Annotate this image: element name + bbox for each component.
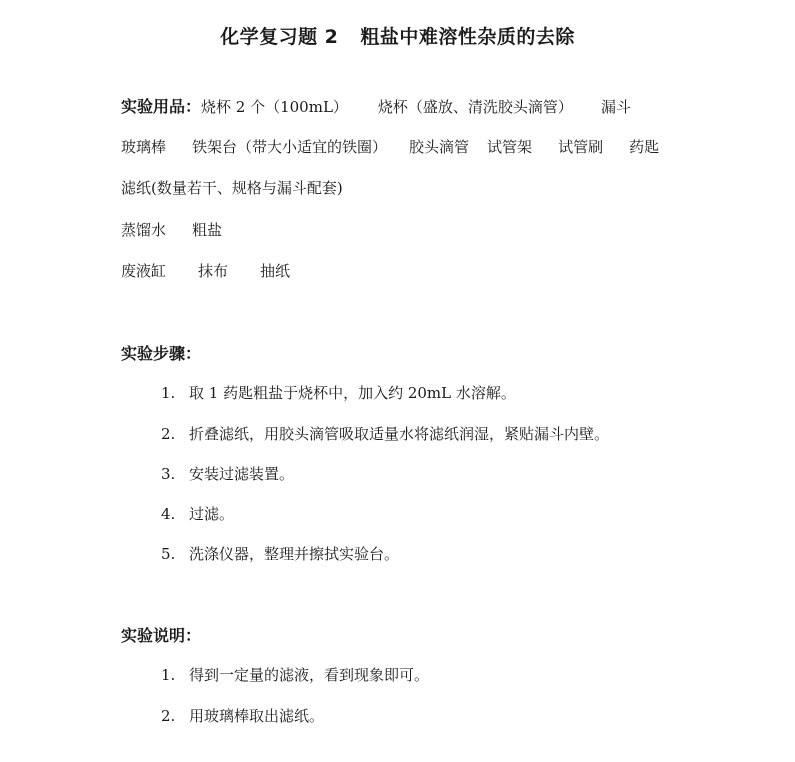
material-item: 玻璃棒 [121,138,167,156]
step-number: 5. [161,545,176,563]
note-text: 得到一定量的滤液，看到现象即可。 [189,666,430,684]
notes-heading: 实验说明： [121,626,202,645]
materials-heading: 实验用品： [121,97,202,116]
note-number: 2. [161,707,176,725]
step-text: 折叠滤纸，用胶头滴管吸取适量水将滤纸润湿，紧贴漏斗内壁。 [189,425,610,443]
materials-row-5 [121,260,290,281]
step-number: 3. [161,465,176,483]
material-item: 蒸馏水 [121,221,167,239]
material-item: 烧杯 2 个（100mL） [201,98,348,116]
material-item: 滤纸(数量若干、规格与漏斗配套) [121,179,343,197]
step-item [161,503,234,524]
step-item [161,463,294,484]
step-text: 过滤。 [189,505,235,523]
steps-heading: 实验步骤： [121,344,202,363]
materials-row-1 [121,94,631,117]
material-item: 药匙 [629,138,660,156]
material-item: 烧杯（盛放、清洗胶头滴管） [377,98,573,116]
step-text: 安装过滤装置。 [189,465,295,483]
page-title [0,22,795,49]
step-number: 2. [161,425,176,443]
step-item [161,423,609,444]
materials-row-2 [121,136,659,157]
step-number: 1. [161,384,176,402]
material-item: 铁架台（带大小适宜的铁圈） [192,138,388,156]
material-item: 试管架 [487,138,533,156]
materials-row-3 [121,177,343,198]
material-item: 漏斗 [600,98,631,116]
step-text: 洗涤仪器，整理并擦拭实验台。 [189,545,400,563]
material-item: 抽纸 [260,262,291,280]
material-item: 废液缸 [121,262,167,280]
step-item [161,543,399,564]
note-item [161,664,429,685]
title-sub: 粗盐中难溶性杂质的去除 [360,26,575,48]
note-number: 1. [161,666,176,684]
note-text: 用玻璃棒取出滤纸。 [189,707,325,725]
step-item [161,382,516,403]
material-item: 粗盐 [192,221,223,239]
material-item: 试管刷 [558,138,604,156]
note-item [161,705,324,726]
material-item: 胶头滴管 [409,138,470,156]
materials-row-4 [121,219,222,240]
step-number: 4. [161,505,176,523]
material-item: 抹布 [198,262,229,280]
step-text: 取 1 药匙粗盐于烧杯中，加入约 20mL 水溶解。 [189,384,516,402]
title-main: 化学复习题 2 [220,26,339,48]
